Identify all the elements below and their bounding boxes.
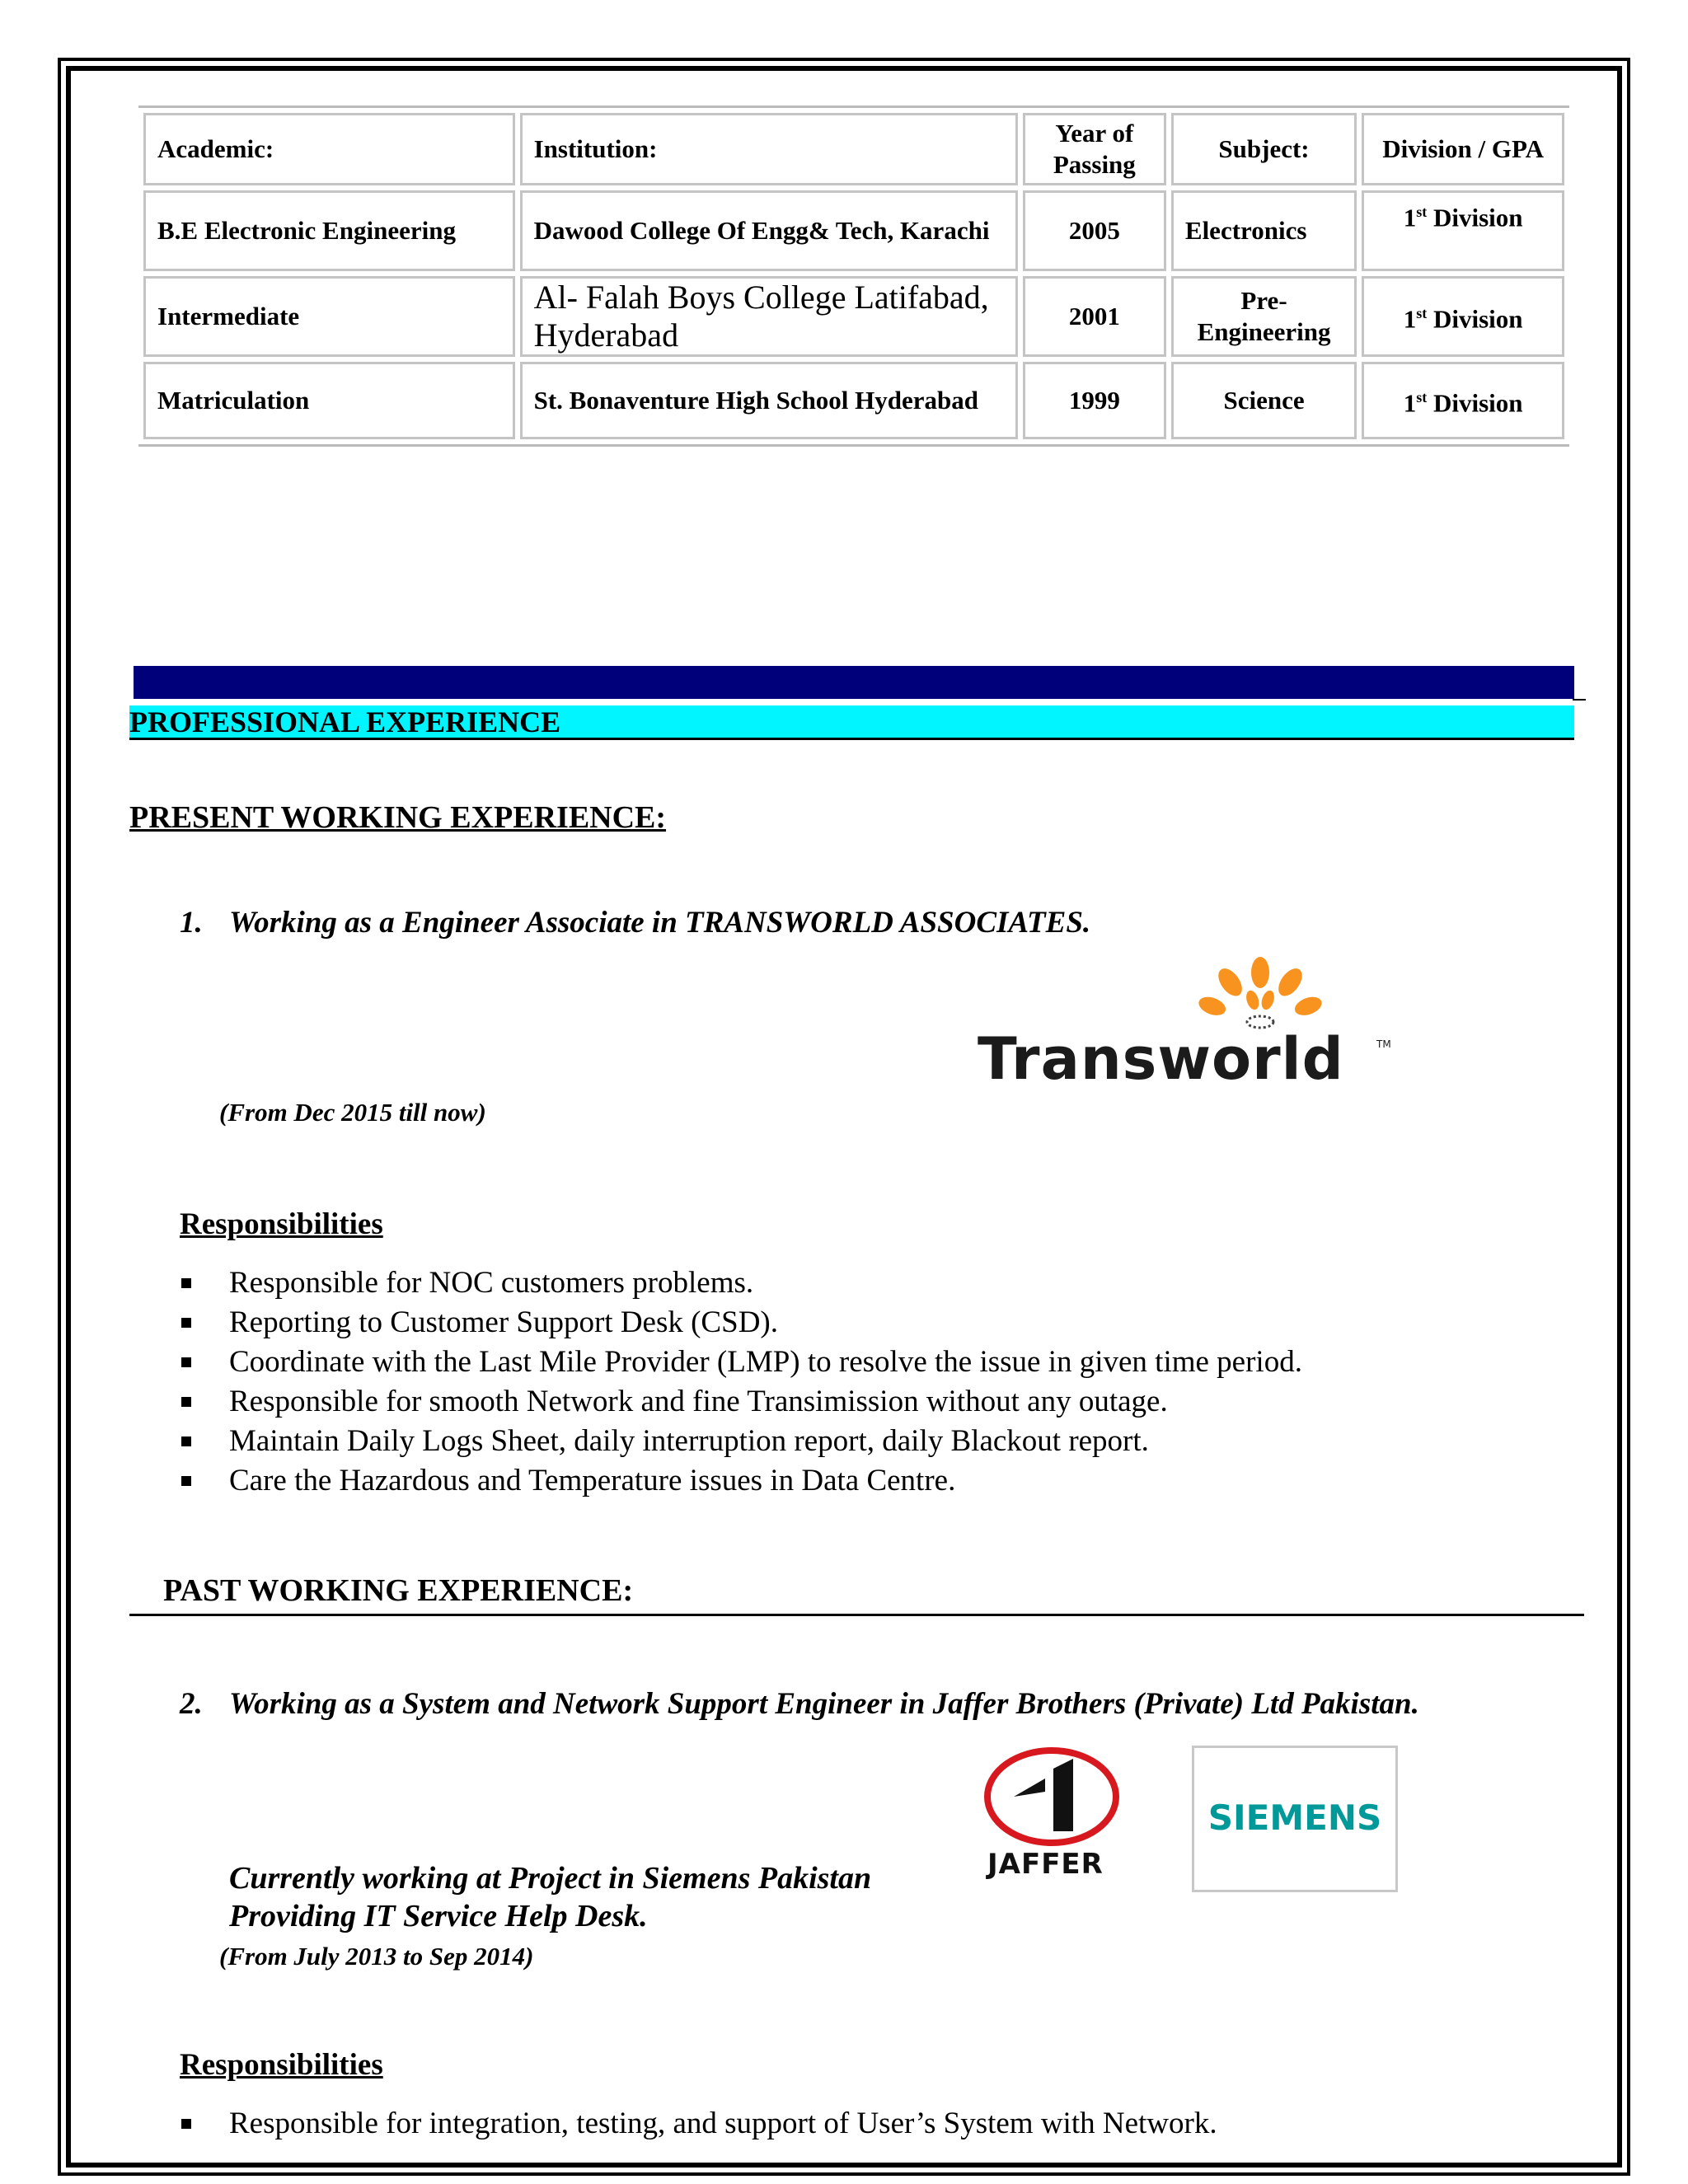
division-cell: 1st Division <box>1362 190 1564 271</box>
sunburst-icon <box>978 956 1393 1034</box>
education-table <box>138 105 1569 447</box>
institution-cell: St. Bonaventure High School Hyderabad <box>520 362 1018 439</box>
list-item: Coordinate with the Last Mile Provider (LMP) to resolve the issue in given time period. <box>180 1343 1302 1382</box>
divider-tick <box>1573 699 1586 701</box>
list-item: Care the Hazardous and Temperature issues in Data Centre. <box>180 1461 1302 1501</box>
institution-cell: Al- Falah Boys College Latifabad, Hyderabad <box>520 276 1018 357</box>
employment-period: (From Dec 2015 till now) <box>219 1098 486 1127</box>
division-cell: 1st Division <box>1362 362 1564 439</box>
header-subject: Subject: <box>1171 113 1357 185</box>
table-row <box>143 190 1564 271</box>
list-item: Responsible for smooth Network and fine Transimission without any outage. <box>180 1382 1302 1422</box>
bullet-icon <box>181 2119 191 2129</box>
bullet-icon <box>181 1357 191 1367</box>
transworld-logo <box>978 956 1393 1093</box>
year-cell: 2005 <box>1023 190 1166 271</box>
header-division: Division / GPA <box>1362 113 1564 185</box>
subject-cell: Electronics <box>1171 190 1357 271</box>
bullet-icon <box>181 1318 191 1328</box>
division-cell: 1st Division <box>1362 276 1564 357</box>
list-item: Maintain Daily Logs Sheet, daily interruption report, daily Blackout report. <box>180 1422 1302 1461</box>
siemens-logo <box>1192 1746 1398 1892</box>
responsibilities-list <box>180 2104 1217 2144</box>
jaffer-wordmark: JAFFER <box>987 1848 1104 1881</box>
responsibilities-title: Responsibilities <box>180 2048 383 2082</box>
table-row <box>143 276 1564 357</box>
bullet-icon <box>181 1397 191 1407</box>
job-title: 2. Working as a System and Network Support Engineer in Jaffer Brothers (Private) Ltd Pakistan. <box>180 1687 1419 1721</box>
year-cell: 2001 <box>1023 276 1166 357</box>
section-header-bar <box>129 705 1574 740</box>
subject-cell: Pre-Engineering <box>1171 276 1357 357</box>
list-item: Responsible for NOC customers problems. <box>180 1263 1302 1303</box>
jaffer-logo <box>981 1746 1125 1881</box>
bullet-icon <box>181 1436 191 1446</box>
subject-cell: Science <box>1171 362 1357 439</box>
siemens-wordmark: SIEMENS <box>1207 1797 1382 1838</box>
section-divider-bar <box>134 666 1574 699</box>
current-project-note: Currently working at Project in Siemens Pakistan Providing IT Service Help Desk. <box>229 1861 872 1933</box>
past-experience-title: PAST WORKING EXPERIENCE: <box>163 1573 634 1608</box>
present-experience-title: PRESENT WORKING EXPERIENCE: <box>129 800 667 835</box>
header-year: Year of Passing <box>1023 113 1166 185</box>
header-institution: Institution: <box>520 113 1018 185</box>
academic-cell: B.E Electronic Engineering <box>143 190 515 271</box>
transworld-wordmark: Transworld <box>978 1025 1344 1093</box>
institution-cell: Dawood College Of Engg& Tech, Karachi <box>520 190 1018 271</box>
trademark-mark: TM <box>1376 1038 1391 1050</box>
academic-cell: Matriculation <box>143 362 515 439</box>
list-item: Reporting to Customer Support Desk (CSD). <box>180 1303 1302 1343</box>
jaffer-emblem-icon <box>981 1746 1125 1848</box>
employment-period: (From July 2013 to Sep 2014) <box>219 1942 534 1971</box>
table-header-row <box>143 113 1564 185</box>
year-cell: 1999 <box>1023 362 1166 439</box>
responsibilities-title: Responsibilities <box>180 1207 383 1241</box>
bullet-icon <box>181 1476 191 1486</box>
table-row <box>143 362 1564 439</box>
list-item: Responsible for integration, testing, and support of User’s System with Network. <box>180 2104 1217 2144</box>
past-title-rule <box>129 1614 1584 1616</box>
header-academic: Academic: <box>143 113 515 185</box>
academic-cell: Intermediate <box>143 276 515 357</box>
responsibilities-list <box>180 1263 1302 1501</box>
section-title: PROFESSIONAL EXPERIENCE <box>129 705 561 738</box>
job-title: 1. Working as a Engineer Associate in TRANSWORLD ASSOCIATES. <box>180 906 1091 940</box>
bullet-icon <box>181 1278 191 1288</box>
